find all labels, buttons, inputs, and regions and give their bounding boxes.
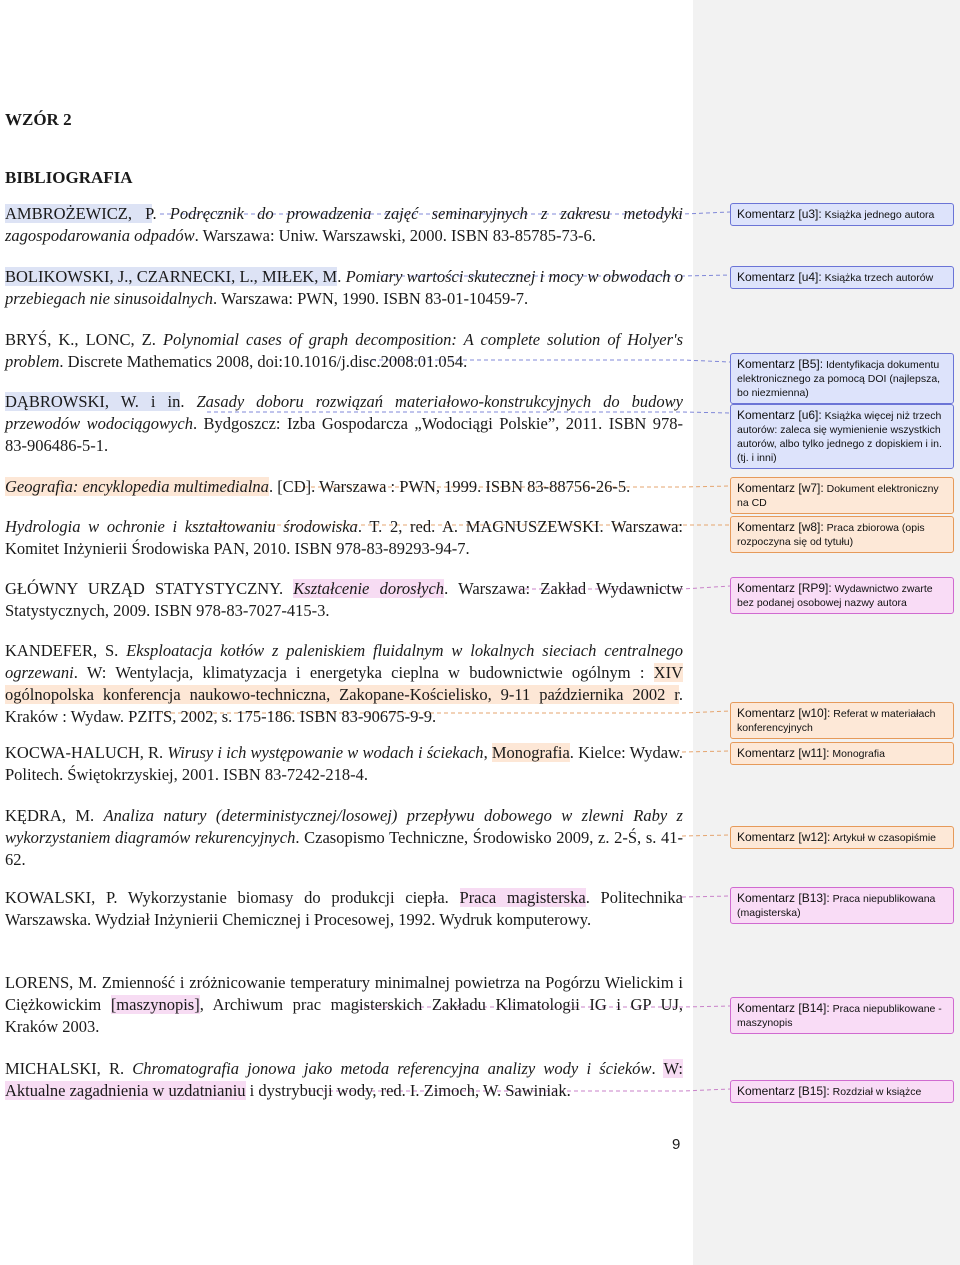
entry-text-segment: Geografia: encyklopedia multimedialna (5, 477, 269, 496)
comment-margin-pane (693, 0, 960, 1265)
entry-text-segment: . (337, 267, 346, 286)
entry-text-segment: Kształcenie dorosłych (293, 579, 445, 598)
entry-text-segment: W: Aktualne zagadnienia w uzdatnianiu (5, 1059, 683, 1100)
entry-text-segment: AMBROŻEWICZ, P (5, 204, 153, 223)
comment-label: Komentarz [w11]: (737, 746, 830, 760)
bibliography-entry (5, 203, 683, 247)
comment-label: Komentarz [w10]: (737, 706, 831, 720)
comment-text: Książka jednego autora (821, 209, 935, 221)
entry-text-segment: BOLIKOWSKI, J., CZARNECKI, L., MIŁEK, M (5, 267, 338, 286)
bibliography-entry (5, 476, 683, 498)
comment-label: Komentarz [w8]: (737, 520, 824, 534)
comment-text: Referat w materiałach konferencyjnych (737, 708, 936, 734)
margin-comment[interactable] (730, 477, 954, 514)
entry-text-segment: Analiza natury (deterministycznej/losowej) przepływu dobowego w zlewni Raby z wykorzystaniem diagramów rekurencyjnych (5, 806, 683, 847)
comment-label: Komentarz [B14]: (737, 1001, 830, 1015)
margin-comment[interactable] (730, 516, 954, 553)
comment-text: Wydawnictwo zwarte bez podanej osobowej nazwy autora (737, 583, 933, 609)
margin-comment[interactable] (730, 577, 954, 614)
entry-text-segment: . (651, 1059, 664, 1078)
comment-text: Identyfikacja dokumentu elektronicznego za pomocą DOI (najlepsza, bo niezmienna) (737, 359, 941, 399)
comment-text: Książka więcej niż trzech autorów: zaleca się wymienienie wszystkich autorów, albo tylko jednego z dopiskiem i in. (tj. i inni) (737, 410, 942, 464)
margin-comment[interactable] (730, 203, 954, 226)
margin-comment[interactable] (730, 404, 954, 469)
bibliography-entry (5, 887, 683, 931)
entry-text-segment: . Czasopismo Techniczne, Środowisko 2009, z. 2-Ś, s. 41-62. (5, 828, 684, 869)
comment-label: Komentarz [w7]: (737, 481, 824, 495)
entry-text-segment: KOCWA-HALUCH, R. (5, 743, 168, 762)
entry-text-segment: KOWALSKI, P. Wykorzystanie biomasy do produkcji ciepła. (5, 888, 460, 907)
entry-text-segment: . Kraków : Wydaw. PZITS, 2002, s. 175-186. ISBN 83-90675-9-9. (5, 685, 683, 726)
entry-text-segment: [maszynopis] (110, 995, 200, 1014)
comment-text: Praca zbiorowa (opis rozpoczyna się od tytułu) (737, 522, 925, 548)
margin-comment[interactable] (730, 887, 954, 924)
bibliography-entry (5, 805, 683, 871)
margin-comment[interactable] (730, 1080, 954, 1103)
bibliography-entry (5, 1058, 683, 1102)
entry-text-segment: MICHALSKI, R. (5, 1059, 133, 1078)
entry-text-segment: . (180, 392, 197, 411)
entry-text-segment: Wirusy i ich występowanie w wodach i ściekach (167, 743, 484, 762)
margin-comment[interactable] (730, 702, 954, 739)
comment-text: Praca niepublikowane - maszynopis (737, 1003, 942, 1029)
bibliography-entry (5, 391, 683, 457)
entry-text-segment: Chromatografia jonowa jako metoda referencyjna analizy wody i ścieków (132, 1059, 652, 1078)
margin-comment[interactable] (730, 826, 954, 849)
bibliography-entry (5, 329, 683, 373)
comment-label: Komentarz [B13]: (737, 891, 830, 905)
entry-text-segment: . T. 2, red. A. MAGNUSZEWSKI. Warszawa: Komitet Inżynierii Środowiska PAN, 2010. ISBN 978-83-89293-94-7. (5, 517, 684, 558)
comment-text: Praca niepublikowana (magisterska) (737, 893, 936, 919)
comment-text: Rozdział w książce (829, 1086, 922, 1098)
entry-text-segment: . Warszawa: Zakład Wydawnictw Statystycznych, 2009. ISBN 978-83-7027-415-3. (5, 579, 683, 620)
comment-text: Monografia (829, 748, 885, 760)
margin-comment[interactable] (730, 742, 954, 765)
section-heading: BIBLIOGRAFIA (5, 168, 133, 187)
comment-label: Komentarz [RP9]: (737, 581, 832, 595)
bibliography-entry (5, 640, 683, 728)
entry-text-segment: BRYŚ, K., LONC, Z. (5, 330, 163, 349)
page-number: 9 (672, 1136, 681, 1153)
entry-text-segment: , (483, 743, 492, 762)
entry-text-segment: Pomiary wartości skutecznej i mocy w obwodach o przebiegach nie sinusoidalnych (5, 267, 683, 308)
margin-comment[interactable] (730, 266, 954, 289)
document-title: WZÓR 2 (5, 110, 72, 129)
entry-text-segment: LORENS, M. Zmienność i zróżnicowanie temperatury minimalnej powietrza na Pogórzu Wielickim i Ciężkowickim (5, 973, 683, 1014)
comment-label: Komentarz [B15]: (737, 1084, 830, 1098)
entry-text-segment: Hydrologia w ochronie i kształtowaniu środowiska (5, 517, 358, 536)
entry-text-segment: XIV ogólnopolska konferencja naukowo-techniczna, Zakopane-Kościelisko, 9-11 października 2002 r (5, 663, 683, 704)
entry-text-segment: Polynomial cases of graph decomposition: A complete solution of Holyer's problem (5, 330, 683, 371)
entry-text-segment: i dystrybucji wody, red. I. Zimoch, W. Sawiniak. (245, 1081, 571, 1100)
entry-text-segment: Zasady doboru rozwiązań materiałowo-konstrukcyjnych do budowy przewodów wodociągowych (5, 392, 683, 433)
entry-text-segment: . W: Wentylacja, klimatyzacja i energetyka cieplna w budownictwie ogólnym : (73, 663, 654, 682)
entry-text-segment: GŁÓWNY URZĄD STATYSTYCZNY. (5, 579, 294, 598)
entry-text-segment: . (152, 204, 170, 223)
entry-text-segment: Monografia (491, 743, 570, 762)
comment-label: Komentarz [w12]: (737, 830, 831, 844)
entry-text-segment: Podręcznik do prowadzenia zajęć seminaryjnych z zakresu metodyki zagospodarowania odpadów (5, 204, 684, 245)
comment-label: Komentarz [B5]: (737, 357, 824, 371)
entry-text-segment: . Bydgoszcz: Izba Gospodarcza „Wodociągi Polskie”, 2011. ISBN 978-83-906486-5-1. (5, 414, 683, 455)
bibliography-entry (5, 578, 683, 622)
entry-text-segment: KĘDRA, M. (5, 806, 104, 825)
comment-label: Komentarz [u3]: (737, 207, 822, 221)
comment-label: Komentarz [u6]: (737, 408, 822, 422)
margin-comment[interactable] (730, 997, 954, 1034)
bibliography-entry (5, 266, 683, 310)
bibliography-entry (5, 516, 683, 560)
entry-text-segment: Praca magisterska (459, 888, 586, 907)
entry-text-segment: KANDEFER, S. (5, 641, 127, 660)
entry-text-segment: . Discrete Mathematics 2008, doi:10.1016/j.disc.2008.01.054. (59, 352, 468, 371)
entry-text-segment: . Politechnika Warszawska. Wydział Inżynierii Chemicznej i Procesowej, 1992. Wydruk komputerowy. (5, 888, 684, 929)
entry-text-segment: . Warszawa: PWN, 1990. ISBN 83-01-10459-7. (213, 289, 529, 308)
entry-text-segment: DĄBROWSKI, W. i in (5, 392, 181, 411)
comment-text: Dokument elektroniczny na CD (737, 483, 939, 509)
comment-label: Komentarz [u4]: (737, 270, 822, 284)
bibliography-entry (5, 972, 683, 1038)
entry-text-segment: Eksploatacja kotłów z paleniskiem fluidalnym w lokalnych sieciach centralnego ogrzewani (5, 641, 683, 682)
entry-text-segment: . Kielce: Wydaw. Politech. Świętokrzyskiej, 2001. ISBN 83-7242-218-4. (5, 743, 683, 784)
entry-text-segment: . [CD]. Warszawa : PWN, 1999. ISBN 83-88756-26-5. (268, 477, 631, 496)
comment-text: Książka trzech autorów (821, 272, 934, 284)
bibliography-entry (5, 742, 683, 786)
entry-text-segment: , Archiwum prac magisterskich Zakładu Klimatologii IG i GP UJ, Kraków 2003. (5, 995, 683, 1036)
comment-text: Artykuł w czasopiśmie (830, 832, 936, 844)
entry-text-segment: . Warszawa: Uniw. Warszawski, 2000. ISBN 83-85785-73-6. (194, 226, 596, 245)
margin-comment[interactable] (730, 353, 954, 404)
